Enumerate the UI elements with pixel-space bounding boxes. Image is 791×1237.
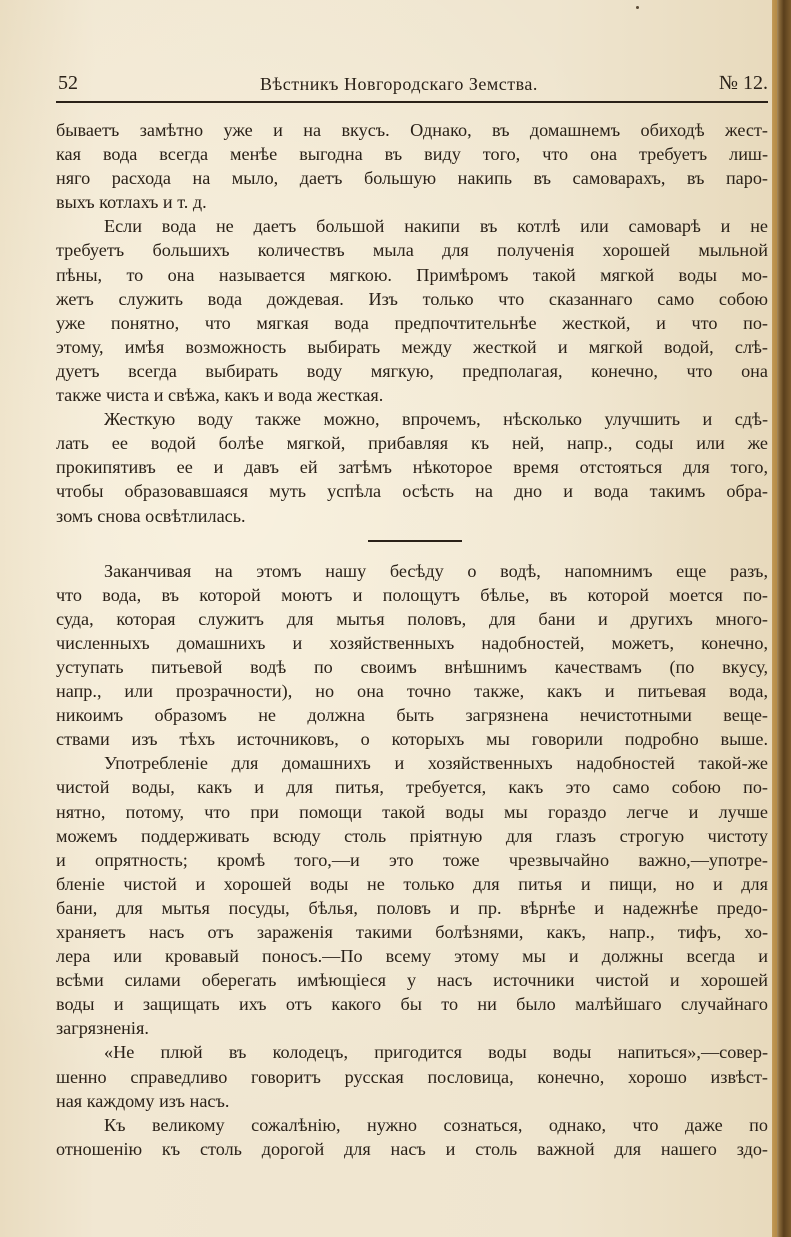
text-line: что вода, въ которой моютъ и полощутъ бѣлье, въ которой моется по- <box>56 584 768 605</box>
text-line: чистой воды, какъ и для питья, требуется, какъ это само собою по- <box>56 777 768 798</box>
text-line: численныхъ домашнихъ и хозяйственныхъ надобностей, можетъ, конечно, <box>56 632 768 653</box>
text-line: «Не плюй въ колодецъ, пригодится воды воды напиться»,—совер- <box>104 1042 768 1063</box>
body-text <box>56 118 768 1161</box>
text-line: ствами изъ тѣхъ источниковъ, о которыхъ мы говорили подробно выше. <box>56 729 768 750</box>
text-line: няго расхода на мыло, даетъ большую накипь въ самоварахъ, въ паро- <box>56 168 768 189</box>
text-line: бленіе чистой и хорошей воды не только для питья и пищи, но и для <box>56 873 768 894</box>
issue-number: № 12. <box>718 72 768 94</box>
text-line: требуетъ большихъ количествъ мыла для полученія хорошей мыльной <box>56 240 768 261</box>
binding-edge <box>772 0 777 1237</box>
text-line: Если вода не даетъ большой накипи въ котлѣ или самоварѣ и не <box>104 216 768 237</box>
ink-speck <box>636 6 639 9</box>
text-line: этому, имѣя возможность выбирать между жесткой и мягкой водой, слѣ- <box>56 336 768 357</box>
text-line: чтобы образовавшаяся муть успѣла осѣсть на дно и вода такимъ обра- <box>56 481 768 502</box>
text-line: всѣми силами оберегать имѣющіеся у насъ источники чистой и хорошей <box>56 970 768 991</box>
text-line: и опрятность; кромѣ того,—и это тоже чрезвычайно важно,—употре- <box>56 849 768 870</box>
text-line: отношенію къ столь дорогой для насъ и столь важной для нашего здо- <box>56 1138 768 1159</box>
text-line: выхъ котлахъ и т. д. <box>56 192 207 213</box>
text-line: бани, для мытья посуды, бѣлья, половъ и пр. вѣрнѣе и надежнѣе предо- <box>56 897 768 918</box>
text-line: лать ее водой болѣе мягкой, прибавляя къ ней, напр., соды или же <box>56 433 768 454</box>
text-line: воды и защищать ихъ отъ какого бы то ни было малѣйшаго случайнаго <box>56 994 768 1015</box>
section-divider <box>368 540 462 542</box>
text-line: бываетъ замѣтно уже и на вкусъ. Однако, въ домашнемъ обиходѣ жест- <box>56 120 768 140</box>
text-line: ная каждому изъ насъ. <box>56 1090 230 1111</box>
text-line: Къ великому сожалѣнію, нужно сознаться, однако, что даже по <box>104 1114 768 1135</box>
text-line: Употребленіе для домашнихъ и хозяйственныхъ надобностей такой-же <box>104 753 768 774</box>
text-line: пѣны, то она называется мягкою. Примѣромъ такой мягкой воды мо- <box>56 264 768 285</box>
text-line: уже понятно, что мягкая вода предпочтительнѣе жесткой, и что по- <box>56 312 768 333</box>
text-line: лера или кровавый поносъ.—По всему этому мы и должны всегда и <box>56 946 768 967</box>
page-number: 52 <box>58 72 78 94</box>
header-rule <box>56 101 768 103</box>
text-line: жетъ служить вода дождевая. Изъ только что сказаннаго само собою <box>56 288 768 309</box>
text-line: напр., или прозрачности), но она точно также, какъ и питьевая вода, <box>56 681 768 702</box>
running-title: Вѣстникъ Новгородскаго Земства. <box>260 74 538 94</box>
text-line: дуетъ всегда выбирать воду мягкую, предполагая, конечно, что она <box>56 360 768 381</box>
text-line: прокипятивъ ее и давъ ей затѣмъ нѣкоторое время отстояться для того, <box>56 457 768 478</box>
text-line: загрязненія. <box>56 1018 149 1039</box>
text-line: Заканчивая на этомъ нашу бесѣду о водѣ, напомнимъ еще разъ, <box>104 560 768 581</box>
page-header <box>58 72 768 100</box>
text-line: уступать питьевой водѣ по своимъ внѣшнимъ качествамъ (по вкусу, <box>56 656 768 677</box>
text-line: шенно справедливо говоритъ русская пословица, конечно, хорошо извѣст- <box>56 1066 768 1087</box>
text-line: зомъ снова освѣтлилась. <box>56 505 246 526</box>
text-line: суда, которая служитъ для мытья половъ, для бани и другихъ много- <box>56 608 768 629</box>
text-line: храняетъ насъ отъ зараженія такими болѣзнями, какъ, напр., тифъ, хо- <box>56 922 768 942</box>
text-line: нятно, потому, что при помощи такой воды мы гораздо легче и лучше <box>56 801 768 822</box>
text-line: кая вода всегда менѣе выгодна въ виду того, что она требуетъ лиш- <box>56 144 768 165</box>
text-line: можемъ поддерживать всюду столь пріятную для глазъ строгую чистоту <box>56 825 768 846</box>
text-line: Жесткую воду также можно, впрочемъ, нѣсколько улучшить и сдѣ- <box>104 409 768 430</box>
text-line: также чиста и свѣжа, какъ и вода жесткая. <box>56 385 384 406</box>
text-line: никоимъ образомъ не должна быть загрязнена нечистотными веще- <box>56 705 768 726</box>
